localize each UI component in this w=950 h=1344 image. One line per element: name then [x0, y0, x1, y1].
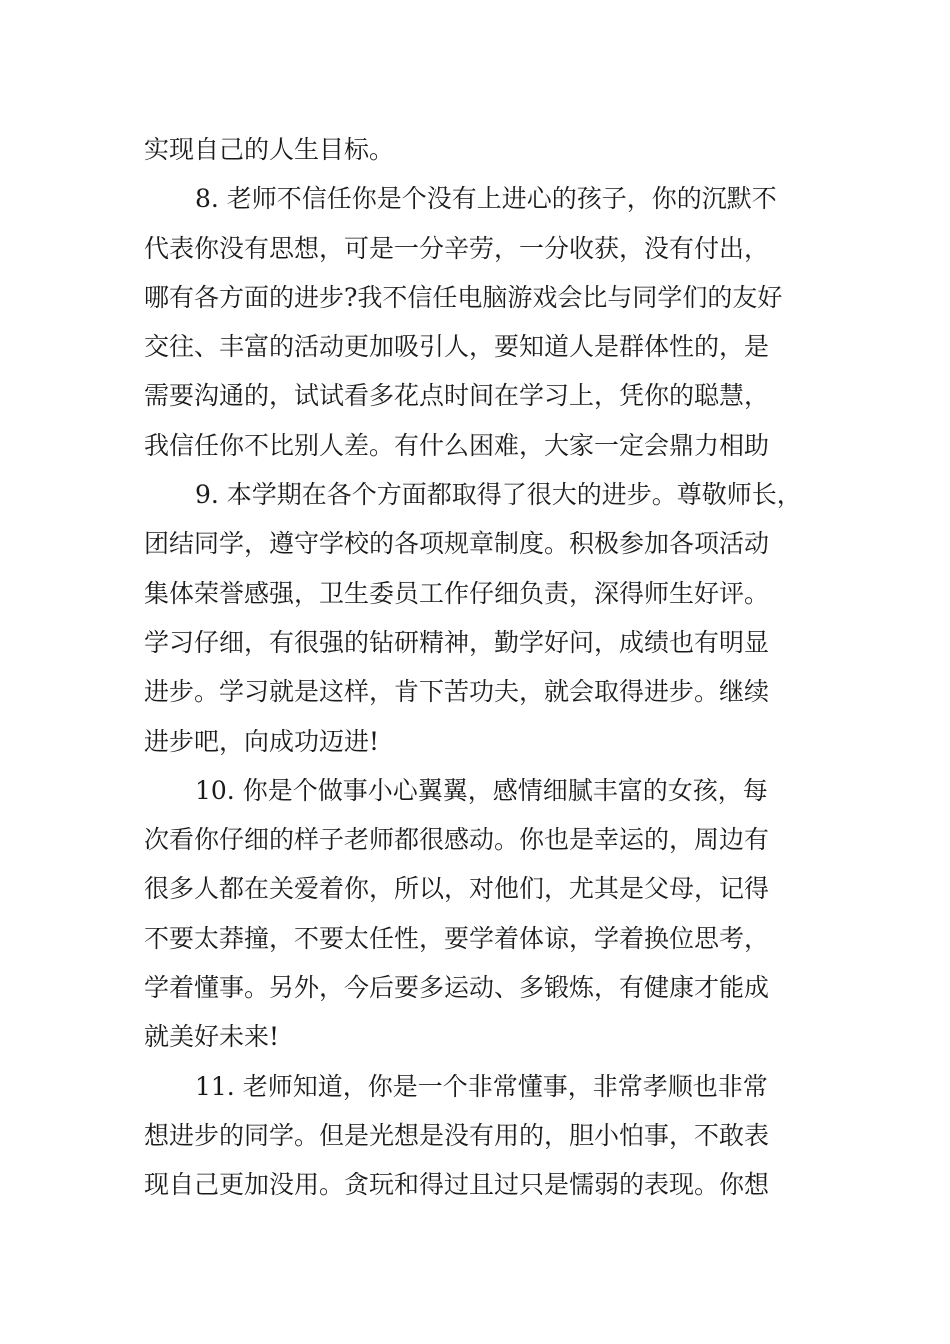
- text-line: 很多人都在关爱着你，所以，对他们，尤其是父母，记得: [144, 874, 770, 904]
- text-line: 集体荣誉感强，卫生委员工作仔细负责，深得师生好评。: [144, 578, 770, 608]
- text-line: 10. 你是个做事小心翼翼，感情细腻丰富的女孩，每: [195, 775, 768, 805]
- text-line: 次看你仔细的样子老师都很感动。你也是幸运的，周边有: [144, 825, 770, 855]
- text-line: 想进步的同学。但是光想是没有用的，胆小怕事，不敢表: [144, 1120, 770, 1150]
- text-line: 团结同学，遵守学校的各项规章制度。积极参加各项活动: [144, 529, 770, 559]
- text-line: 不要太莽撞，不要太任性，要学着体谅，学着换位思考，: [144, 923, 770, 953]
- text-line: 9. 本学期在各个方面都取得了很大的进步。尊敬师长，: [195, 480, 802, 510]
- text-line: 哪有各方面的进步?我不信任电脑游戏会比与同学们的友好: [144, 282, 783, 312]
- text-line: 现自己更加没用。贪玩和得过且过只是懦弱的表现。你想: [144, 1170, 770, 1200]
- text-line: 进步吧，向成功迈进!: [144, 726, 380, 756]
- text-line: 需要沟通的，试试看多花点时间在学习上，凭你的聪慧，: [144, 381, 770, 411]
- text-line: 就美好未来!: [144, 1022, 280, 1052]
- text-line: 代表你没有思想，可是一分辛劳，一分收获，没有付出，: [144, 233, 770, 263]
- text-line: 我信任你不比别人差。有什么困难，大家一定会鼎力相助: [144, 430, 770, 460]
- text-line: 8. 老师不信任你是个没有上进心的孩子，你的沉默不: [195, 184, 777, 214]
- text-line: 进步。学习就是这样，肯下苦功夫，就会取得进步。继续: [144, 677, 770, 707]
- text-line: 交往、丰富的活动更加吸引人，要知道人是群体性的，是: [144, 332, 770, 362]
- text-line: 学习仔细，有很强的钻研精神，勤学好问，成绩也有明显: [144, 627, 770, 657]
- text-line: 实现自己的人生目标。: [144, 135, 395, 164]
- text-line: 11. 老师知道，你是一个非常懂事，非常孝顺也非常: [195, 1071, 768, 1101]
- body-text: [144, 125, 834, 1210]
- text-line: 学着懂事。另外，今后要多运动、多锻炼，有健康才能成: [144, 973, 770, 1003]
